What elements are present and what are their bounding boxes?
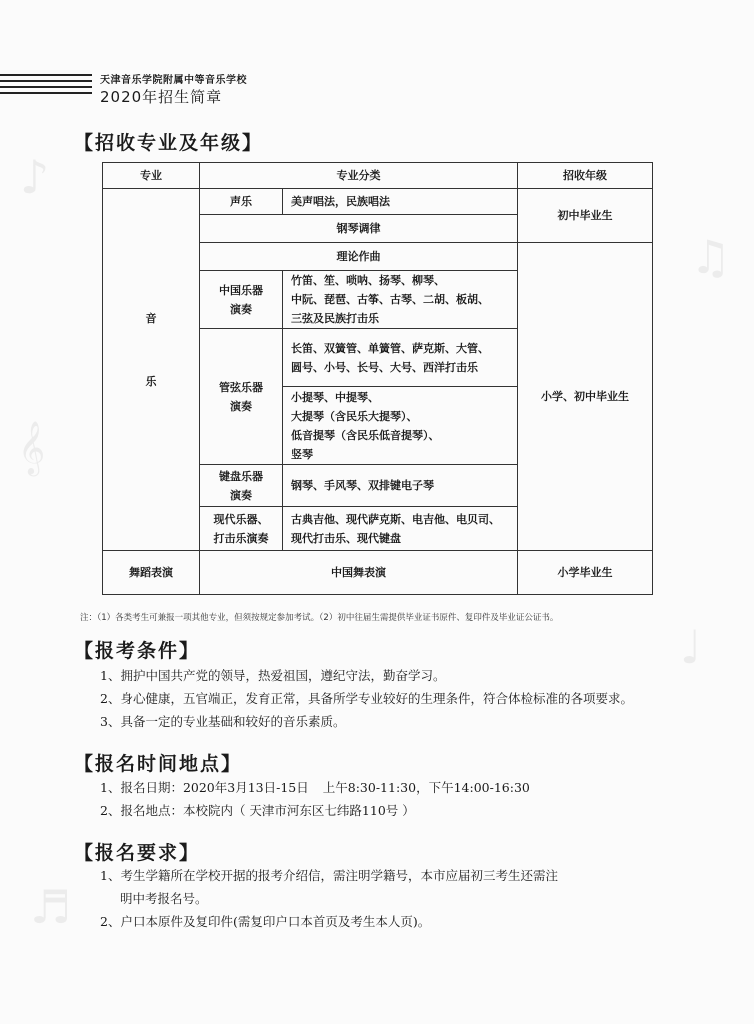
orchestral-winds-detail: 长笛、双簧管、单簧管、萨克斯、大管、 圆号、小号、长号、大号、西洋打击乐 [283, 329, 518, 387]
col-header-category: 专业分类 [200, 163, 518, 189]
bg-note-decoration: ♩ [680, 620, 702, 674]
bg-note-decoration: ♫ [690, 230, 732, 284]
dance-major-cell: 舞蹈表演 [103, 551, 200, 595]
header-rule-lines [0, 74, 92, 98]
bg-note-decoration: ♬ [30, 880, 72, 934]
list-item [100, 776, 530, 799]
majors-heading: 【招收专业及年级】 [74, 132, 264, 154]
grade-primary-middle-cell: 小学、初中毕业生 [518, 243, 653, 551]
table-row [103, 189, 653, 215]
school-name: 天津音乐学院附属中等音乐学校 [100, 75, 247, 86]
registration-place: 2、报名地点：本校院内（ 天津市河东区七纬路110号 ） [100, 803, 415, 818]
chinese-instrument-category: 中国乐器 演奏 [200, 271, 283, 329]
table-header-row [103, 163, 653, 189]
requirements-heading: 【报名要求】 [74, 842, 201, 864]
dance-grade-cell: 小学毕业生 [518, 551, 653, 595]
bg-note-decoration: 𝄞 [18, 420, 46, 474]
conditions-heading: 【报考条件】 [74, 640, 201, 662]
vocal-detail: 美声唱法，民族唱法 [283, 189, 518, 215]
majors-table [102, 162, 653, 595]
orchestral-strings-detail: 小提琴、中提琴、 大提琴（含民乐大提琴）、 低音提琴（含民乐低音提琴）、 竖琴 [283, 387, 518, 465]
music-major-cell: 音 乐 [103, 189, 200, 551]
piano-tuning-cell: 钢琴调律 [200, 215, 518, 243]
table-footnote: 注：（1）各类考生可兼报一项其他专业，但须按规定参加考试。（2）初中往届生需提供毕业证书原件、复印件及毕业证公证书。 [80, 613, 559, 623]
keyboard-detail: 钢琴、手风琴、双排键电子琴 [283, 465, 518, 507]
list-item: 2、户口本原件及复印件(需复印户口本首页及考生本人页)。 [100, 914, 431, 929]
table-row [103, 551, 653, 595]
list-item-continuation: 明中考报名号。 [120, 891, 208, 906]
vocal-category: 声乐 [200, 189, 283, 215]
chinese-instrument-detail: 竹笛、笙、唢呐、扬琴、柳琴、 中阮、琵琶、古筝、古琴、二胡、板胡、 三弦及民族打击乐 [283, 271, 518, 329]
grade-middle-cell: 初中毕业生 [518, 189, 653, 243]
list-item: 1、考生学籍所在学校开据的报考介绍信，需注明学籍号，本市应届初三考生还需注 [100, 868, 558, 883]
keyboard-category: 键盘乐器 演奏 [200, 465, 283, 507]
orchestral-category: 管弦乐器 演奏 [200, 329, 283, 465]
list-item: 3、具备一定的专业基础和较好的音乐素质。 [100, 714, 346, 729]
modern-detail: 古典吉他、现代萨克斯、电吉他、电贝司、 现代打击乐、现代键盘 [283, 507, 518, 551]
registration-hours: 上午8:30-11:30，下午14:00-16:30 [322, 780, 530, 795]
bg-note-decoration: ♪ [20, 150, 50, 204]
requirements-list [100, 864, 558, 933]
registration-date: 1、报名日期：2020年3月13日-15日 [100, 780, 309, 795]
list-item: 2、身心健康，五官端正，发育正常，具备所学专业较好的生理条件，符合体检标准的各项要求。 [100, 691, 633, 706]
time-place-heading: 【报名时间地点】 [74, 753, 243, 775]
modern-category: 现代乐器、 打击乐演奏 [200, 507, 283, 551]
theory-composition-cell: 理论作曲 [200, 243, 518, 271]
col-header-grade: 招收年级 [518, 163, 653, 189]
brochure-title: 2020年招生简章 [100, 88, 223, 106]
list-item: 1、拥护中国共产党的领导，热爱祖国，遵纪守法，勤奋学习。 [100, 668, 446, 683]
time-place-list [100, 776, 530, 822]
conditions-list [100, 664, 633, 733]
dance-category-cell: 中国舞表演 [200, 551, 518, 595]
col-header-major: 专业 [103, 163, 200, 189]
